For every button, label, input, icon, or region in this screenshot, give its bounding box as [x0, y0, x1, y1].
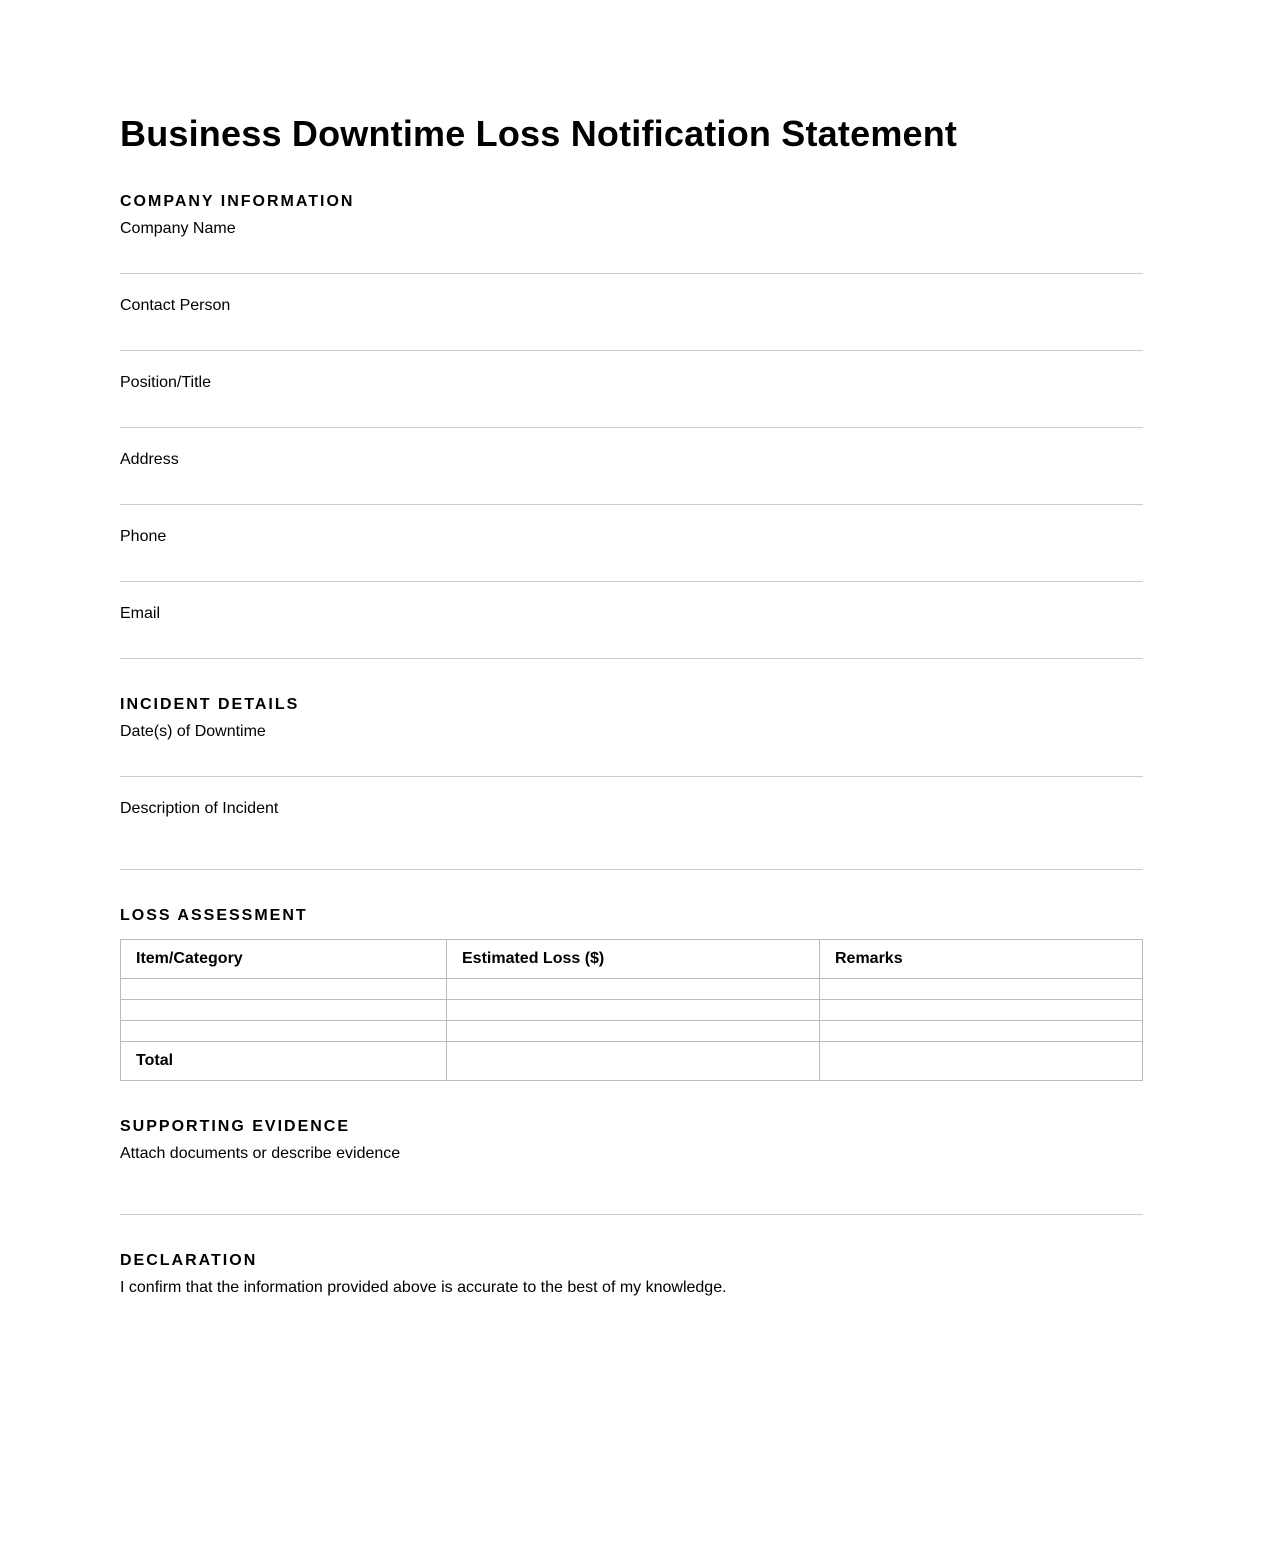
position-title-input[interactable] [120, 393, 1143, 428]
section-heading-loss-assessment: LOSS ASSESSMENT [120, 907, 308, 924]
address-input[interactable] [120, 470, 1143, 505]
company-name-label: Company Name [120, 220, 236, 237]
estimated-loss-cell[interactable] [447, 979, 820, 1000]
total-estimated-loss-cell[interactable] [447, 1042, 820, 1081]
dates-of-downtime-input[interactable] [120, 742, 1143, 777]
page-title: Business Downtime Loss Notification Statement [120, 113, 958, 154]
section-heading-supporting-evidence: SUPPORTING EVIDENCE [120, 1118, 351, 1135]
description-of-incident-textarea[interactable] [120, 819, 1143, 870]
item-category-cell[interactable] [121, 979, 447, 1000]
address-label: Address [120, 451, 179, 468]
column-header-remarks: Remarks [820, 940, 1143, 979]
section-heading-company-information: COMPANY INFORMATION [120, 193, 355, 210]
supporting-evidence-textarea[interactable] [120, 1164, 1143, 1215]
column-header-item-category: Item/Category [121, 940, 447, 979]
table-total-row [121, 1042, 1143, 1081]
position-title-label: Position/Title [120, 374, 211, 391]
item-category-cell[interactable] [121, 1000, 447, 1021]
company-name-input[interactable] [120, 239, 1143, 274]
email-label: Email [120, 605, 161, 622]
field-contact-person [120, 296, 1143, 351]
description-of-incident-label: Description of Incident [120, 800, 279, 817]
remarks-cell[interactable] [820, 1021, 1143, 1042]
remarks-cell[interactable] [820, 979, 1143, 1000]
section-heading-incident-details: INCIDENT DETAILS [120, 696, 300, 713]
loss-assessment-table [120, 939, 1143, 1081]
contact-person-input[interactable] [120, 316, 1143, 351]
email-input[interactable] [120, 624, 1143, 659]
field-dates-of-downtime [120, 722, 1143, 777]
dates-of-downtime-label: Date(s) of Downtime [120, 723, 266, 740]
total-remarks-cell[interactable] [820, 1042, 1143, 1081]
remarks-cell[interactable] [820, 1000, 1143, 1021]
field-company-name [120, 219, 1143, 274]
item-category-cell[interactable] [121, 1021, 447, 1042]
field-description-of-incident [120, 799, 1143, 870]
contact-person-label: Contact Person [120, 297, 231, 314]
field-address [120, 450, 1143, 505]
column-header-estimated-loss: Estimated Loss ($) [447, 940, 820, 979]
section-heading-declaration: DECLARATION [120, 1252, 258, 1269]
total-label-cell: Total [121, 1042, 447, 1081]
declaration-text: I confirm that the information provided above is accurate to the best of my knowledge. [120, 1279, 727, 1296]
table-row [121, 1021, 1143, 1042]
field-phone [120, 527, 1143, 582]
table-header-row [121, 940, 1143, 979]
field-supporting-evidence [120, 1144, 1143, 1215]
phone-label: Phone [120, 528, 167, 545]
estimated-loss-cell[interactable] [447, 1000, 820, 1021]
estimated-loss-cell[interactable] [447, 1021, 820, 1042]
table-row [121, 1000, 1143, 1021]
table-row [121, 979, 1143, 1000]
supporting-evidence-label: Attach documents or describe evidence [120, 1145, 401, 1162]
phone-input[interactable] [120, 547, 1143, 582]
field-email [120, 604, 1143, 659]
field-position-title [120, 373, 1143, 428]
